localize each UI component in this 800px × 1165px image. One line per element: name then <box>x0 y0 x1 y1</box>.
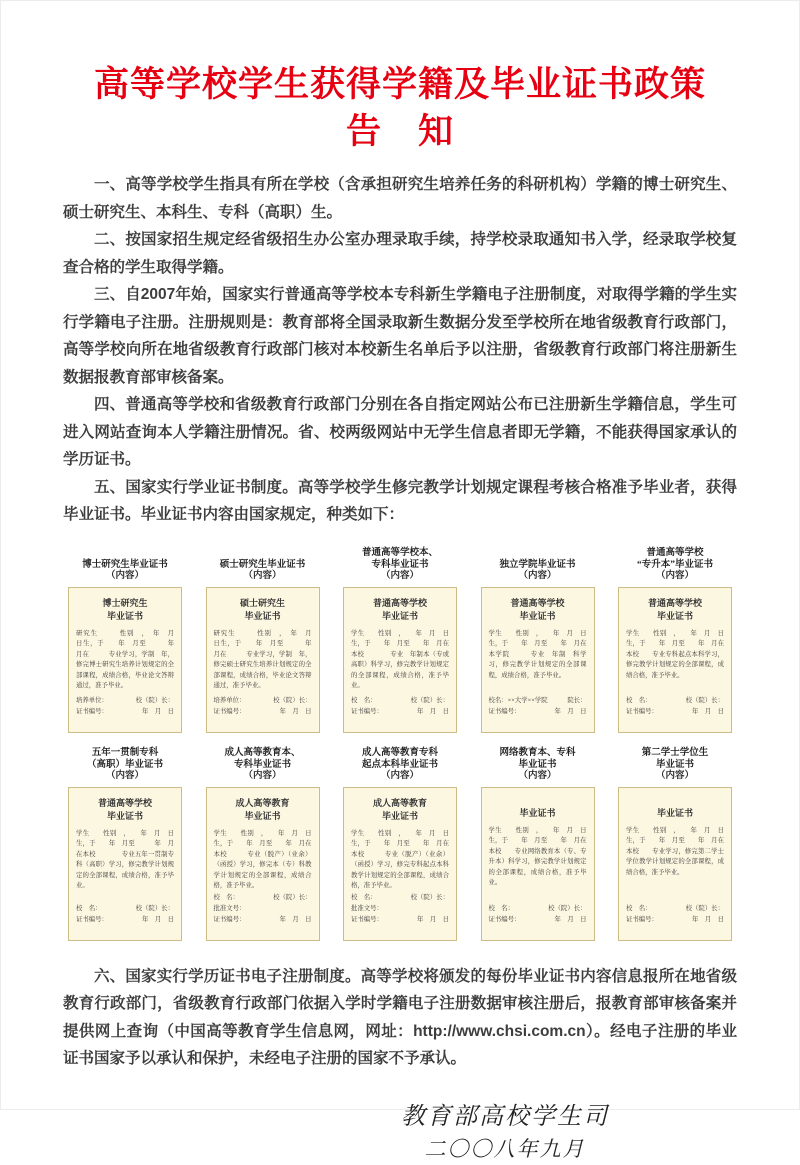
certificate-card-body: 学生 性别 ， 年 月 日生，于 年 月至 年 月在本校 专业网络教育本（专、专升本）科学习，修完教学计划规定的全部课程，成绩合格，准予毕业。 <box>488 826 587 886</box>
certificate-card <box>68 787 182 941</box>
certificate-caption: 普通高等学校本、 专科毕业证书 （内容） <box>361 548 438 581</box>
certificate-card-title: 硕士研究生 毕业证书 <box>239 597 285 621</box>
certificate-card <box>206 787 320 941</box>
certificate-card-footer: 校 名： 校（院）长： 证书编号： 年 月 日 <box>626 696 724 715</box>
certificate-card-title: 博士研究生 毕业证书 <box>102 597 148 621</box>
certificate-card <box>618 587 732 733</box>
certificate-cell <box>63 743 187 941</box>
signature-issuer: 教育部高校学生司 <box>401 1101 609 1130</box>
certificate-row <box>63 543 737 733</box>
certificate-cell <box>476 543 600 733</box>
certificate-card-body: 研究生 性别 ， 年 月 日生，于 年 月至 年 月在 专业学习，学制 年，修完博士研究生培养计划规定的全部课程，成绩合格，毕业论文答辩通过，准予毕业。 <box>76 629 181 689</box>
certificate-caption: 硕士研究生毕业证书 （内容） <box>219 559 306 581</box>
policy-paragraph: 四、普通高等学校和省级教育行政部门分别在各自指定网站公布已注册新生学籍信息，学生可进入网站查询本人学籍注册情况。省、校两级网站中无学生信息者即无学籍，不能获得国家承认的学历证书。 <box>63 396 737 468</box>
certificate-caption: 成人高等教育专科 起点本科毕业证书 （内容） <box>361 748 438 781</box>
certificate-cell <box>613 543 737 733</box>
certificate-card-footer: 校 名： 校（院）长： 批准文号： 证书编号： 年 月 日 <box>213 893 312 923</box>
certificate-row <box>63 743 737 941</box>
certificate-card-body: 学生 性别 ， 年 月 日生，于 年 月至 年 月在本校 专业（脱产）（业余）（函授）学习，修完专科起点本科教学计划规定的全部课程，成绩合格，准予毕业。 <box>351 829 449 889</box>
certificate-card-body: 学生 性别 ， 年 月 日生，于 年 月至 年 月在本校 专业专科起点本科学习，修完教学计划规定的全部课程，成绩合格，准予毕业。 <box>626 629 724 679</box>
closing-paragraph: 六、国家实行学历证书电子注册制度。高等学校将颁发的每份毕业证书内容信息报所在地省级教育行政部门，省级教育行政部门依据入学时学籍电子注册数据审核注册后，报教育部审核备案并提供网上查询（中国高等教育学生信息网，网址：http://www.chsi.com.cn）。经电子注册的毕业证书国家予以承认和保护，未经电子注册的国家不予承认。 <box>63 967 737 1067</box>
certificate-card-title: 毕业证书 <box>519 807 556 818</box>
certificate-card-body: 学生 性别 ， 年 月 日生，于 年 月至 年 月在本校 专业（脱产）（业余）（函授）学习，修完本（专）科教学计划规定的全部课程，成绩合格，准予毕业。 <box>213 829 312 889</box>
certificate-card-footer: 校 名： 校（院）长： 证书编号： 年 月 日 <box>76 904 174 923</box>
certificate-card-footer: 校 名： 校（院）长： 证书编号： 年 月 日 <box>626 904 724 923</box>
certificate-card-title: 成人高等教育 毕业证书 <box>235 797 290 821</box>
certificate-card-body: 学生 性别 ， 年 月 日生，于 年 月至 年 月在本校 专业五年一贯制专科（高职）学习，修完教学计划规定的全部课程，成绩合格，准予毕业。 <box>76 829 174 889</box>
certificate-cell <box>476 743 600 941</box>
certificate-cell <box>613 743 737 941</box>
certificate-card <box>481 587 595 733</box>
certificate-card-title: 普通高等学校 毕业证书 <box>647 597 702 621</box>
certificate-card-title: 普通高等学校 毕业证书 <box>510 597 565 621</box>
certificate-caption: 普通高等学校 “专升本”毕业证书 （内容） <box>636 548 713 581</box>
certificate-card-title: 毕业证书 <box>656 807 693 818</box>
policy-paragraph: 一、高等学校学生指具有所在学校（含承担研究生培养任务的科研机构）学籍的博士研究生、硕士研究生、本科生、专科（高职）生。 <box>63 176 737 221</box>
page-title <box>1 61 799 155</box>
certificate-cell <box>338 543 462 733</box>
certificate-caption: 网络教育本、专科 毕业证书 （内容） <box>499 748 576 781</box>
page-title-line-2: 告 知 <box>345 112 454 151</box>
certificate-card-footer: 校名：××大学××学院 院长： 证书编号： 年 月 日 <box>488 696 587 715</box>
certificate-caption: 五年一贯制专科 （高职）毕业证书 （内容） <box>86 748 163 781</box>
certificate-caption: 独立学院毕业证书 （内容） <box>499 559 576 581</box>
certificate-card-title: 普通高等学校 毕业证书 <box>97 797 152 821</box>
certificate-cell <box>201 743 325 941</box>
certificate-card-body: 研究生 性别 ， 年 月 日生，于 年 月至 年 月在 专业学习，学制 年，修完硕士研究生培养计划规定的全部课程，成绩合格，毕业论文答辩通过，准予毕业。 <box>213 629 318 689</box>
certificate-caption: 博士研究生毕业证书 （内容） <box>82 559 168 581</box>
signature-date: 二〇〇八年九月 <box>424 1136 586 1161</box>
certificate-caption: 第二学士学位生 毕业证书 （内容） <box>641 748 709 781</box>
policy-paragraphs <box>63 171 737 529</box>
certificate-card-body: 学生 性别 ， 年 月 日生，于 年 月至 年 月在本学院 专业 年制 科学习，修完教学计划规定的全部课程，成绩合格，准予毕业。 <box>488 629 587 679</box>
certificate-card <box>206 587 320 733</box>
certificate-card-footer: 校 名： 校（院）长： 证书编号： 年 月 日 <box>351 696 449 715</box>
document-content <box>1 171 799 1165</box>
certificate-caption: 成人高等教育本、 专科毕业证书 （内容） <box>224 748 301 781</box>
certificate-card <box>68 587 182 733</box>
certificate-cell <box>338 743 462 941</box>
signature-block <box>365 1099 645 1165</box>
policy-paragraph: 五、国家实行学业证书制度。高等学校学生修完教学计划规定课程考核合格准予毕业者，获得毕业证书。毕业证书内容由国家规定，种类如下： <box>63 478 737 523</box>
certificate-card <box>343 787 457 941</box>
certificate-card-title: 普通高等学校 毕业证书 <box>372 597 427 621</box>
certificate-card-footer: 校 名： 校（院）长： 批准文号： 证书编号： 年 月 日 <box>351 893 449 923</box>
closing-paragraph-wrap <box>63 963 737 1073</box>
policy-paragraph: 二、按国家招生规定经省级招生办公室办理录取手续，持学校录取通知书入学，经录取学校复查合格的学生取得学籍。 <box>63 231 737 276</box>
certificate-cell <box>63 543 187 733</box>
certificate-card-body: 学生 性别 ， 年 月 日生，于 年 月至 年 月在本校 专业学习，修完第二学士学位教学计划规定的全部课程，成绩合格，准予毕业。 <box>626 826 724 876</box>
certificate-card <box>618 787 732 941</box>
certificate-card-footer: 培养单位： 校（院）长： 证书编号： 年 月 日 <box>76 696 174 715</box>
certificate-card <box>343 587 457 733</box>
page-title-line-1: 高等学校学生获得学籍及毕业证书政策 <box>93 65 706 104</box>
certificate-card <box>481 787 595 941</box>
policy-paragraph: 三、自2007年始，国家实行普通高等学校本专科新生学籍电子注册制度，对取得学籍的学生实行学籍电子注册。注册规则是：教育部将全国录取新生数据分发至学校所在地省级教育行政部门，高等学校向所在地省级教育行政部门核对本校新生名单后予以注册，省级教育行政部门将注册新生数据报教育部审核备案。 <box>63 286 737 386</box>
certificate-card-footer: 培养单位： 校（院）长： 证书编号： 年 月 日 <box>213 696 312 715</box>
certificate-card-footer: 校 名： 校（院）长： 证书编号： 年 月 日 <box>488 904 587 923</box>
certificate-card-body: 学生 性别 ， 年 月 日生，于 年 月至 年 月在本校 专业 年制本（专或高职）科学习，修完教学计划规定的全部课程，成绩合格，准予毕业。 <box>351 629 449 689</box>
certificate-card-title: 成人高等教育 毕业证书 <box>372 797 427 821</box>
certificate-cell <box>201 543 325 733</box>
certificate-grid <box>63 543 737 941</box>
